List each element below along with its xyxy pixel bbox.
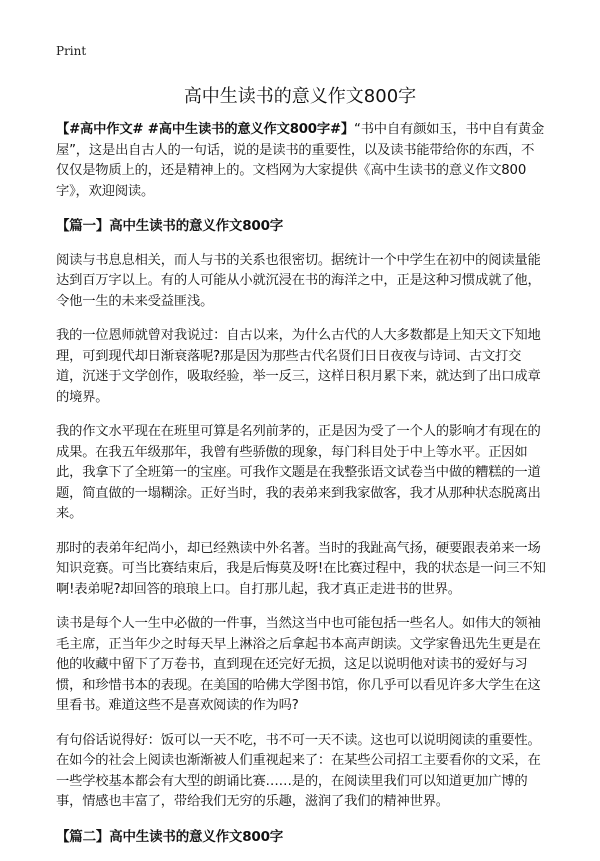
paragraph: 我的一位恩师就曾对我说过：自古以来，为什么古代的人大多数都是上知天文下知地理，可到现代却日渐衰落呢?那是因为那些古代名贤们日日夜夜与诗词、古文打交道，沉迷于文学创作，吸取经验，举一反三，这样日积月累下来，就达到了出口成章的境界。 [56, 328, 541, 405]
paragraph: 阅读与书息息相关，而人与书的关系也很密切。据统计一个中学生在初中的阅读量能达到百万字以上。有的人可能从小就沉浸在书的海洋之中，正是这种习惯成就了他，令他一生的未来受益匪浅。 [56, 252, 541, 309]
section-heading-2: 【篇二】高中生读书的意义作文800字 [56, 828, 284, 845]
intro-text: “书中自有颜如玉，书中自有黄金屋”，这是出自古人的一句话，说的是读书的重要性，以及读书能带给你的东西，不仅仅是物质上的，还是精神上的。文档网为大家提供《高中生读书的意义作文800字》，欢迎阅读。 [56, 122, 545, 199]
paragraph: 读书是每个人一生中必做的一件事，当然这当中也可能包括一些名人。如伟大的领袖毛主席，正当年少之时每天早上淋浴之后拿起书本高声朗读。文学家鲁迅先生更是在他的收藏中留下了万卷书，直到现在还完好无损，这足以说明他对读书的爱好与习惯，和珍惜书本的表现。在美国的哈佛大学图书馆，你几乎可以看见许多大学生在这里看书。难道这些不是喜欢阅读的作为吗? [56, 616, 541, 713]
article-body [56, 120, 546, 861]
paragraph: 我的作文水平现在在班里可算是名列前茅的，正是因为受了一个人的影响才有现在的成果。在我五年级那年，我曾有些骄傲的现象，每门科目处于中上等水平。正因如此，我拿下了全班第一的宝座。可我作文题是在我整张语文试卷当中做的糟糕的一道题，简直做的一塌糊涂。正好当时，我的表弟来到我家做客，我才从那种状态脱离出来。 [56, 424, 541, 521]
paragraph: 有句俗话说得好：饭可以一天不吃，书不可一天不读。这也可以说明阅读的重要性。在如今的社会上阅读也渐渐被人们重视起来了：在某些公司招工主要看你的文采，在一些学校基本都会有大型的朗诵比赛……是的，在阅读里我们可以知道更加广博的事，情感也丰富了，带给我们无穷的乐趣，滋润了我们的精神世界。 [56, 732, 541, 809]
page-title: 高中生读书的意义作文800字 [183, 86, 417, 107]
print-label: Print [56, 44, 87, 58]
intro-tag: 【#高中作文# #高中生读书的意义作文800字#】 [56, 122, 354, 137]
section-heading-1: 【篇一】高中生读书的意义作文800字 [56, 218, 284, 234]
paragraph: 那时的表弟年纪尚小，却已经熟读中外名著。当时的我趾高气扬，硬要跟表弟来一场知识竞赛。可当比赛结束后，我是后悔莫及呀!在比赛过程中，我的状态是一问三不知啊!表弟呢?却回答的琅琅上口。自打那儿起，我才真正走进书的世界。 [56, 540, 546, 597]
intro-paragraph [56, 120, 546, 202]
